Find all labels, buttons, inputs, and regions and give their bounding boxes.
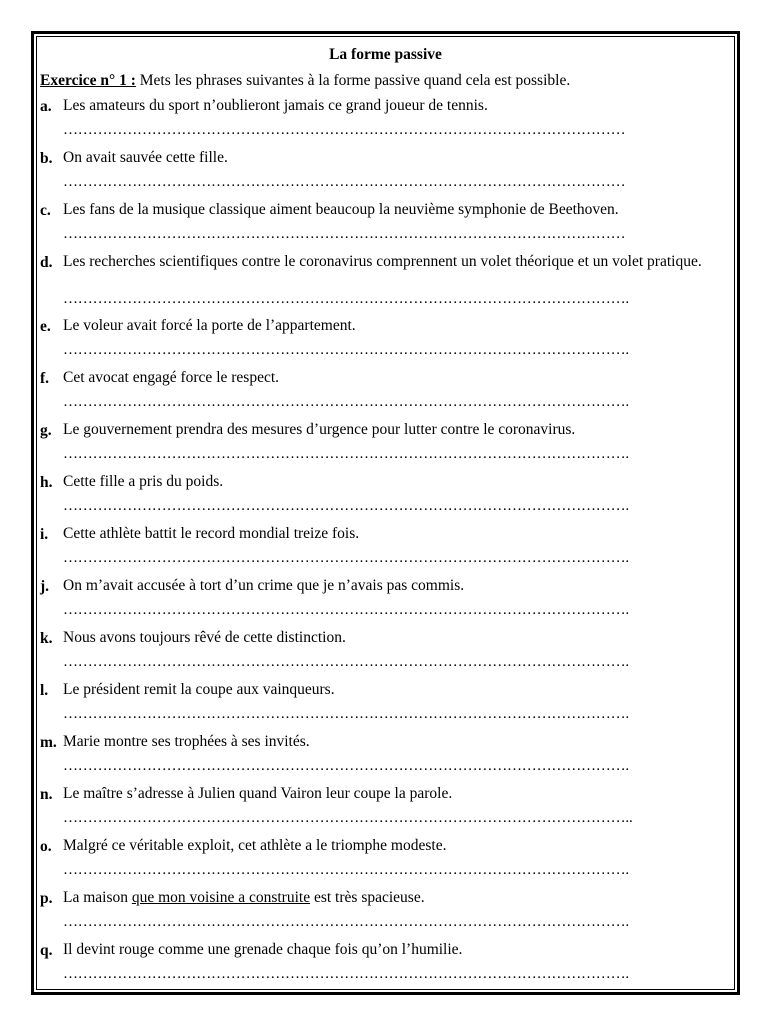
answer-line[interactable]: …………………………………………………………………………………………………….. (63, 810, 633, 826)
item-c (37, 198, 734, 250)
item-m (37, 730, 734, 782)
item-a (37, 94, 734, 146)
sentence-part: La maison (63, 889, 132, 906)
page-border (31, 31, 740, 995)
item-letter: o. (40, 838, 52, 855)
underlined-clause: que mon voisine a construite (131, 889, 311, 906)
item-sentence (63, 890, 728, 905)
item-sentence: Les fans de la musique classique aiment beaucoup la neuvième symphonie de Beethoven. (63, 201, 619, 218)
item-letter: a. (40, 98, 52, 115)
item-h (37, 470, 734, 522)
item-d (37, 250, 734, 314)
item-sentence: Cette athlète battit le record mondial treize fois. (63, 525, 360, 542)
item-letter: l. (40, 682, 49, 699)
answer-line[interactable]: ……………………………………………………………………………………………………. (63, 966, 629, 982)
item-g (37, 418, 734, 470)
answer-line[interactable]: ……………………………………………………………………………………………………. (63, 446, 629, 462)
item-sentence: Le président remit la coupe aux vainqueurs. (63, 681, 335, 698)
answer-line[interactable]: ……………………………………………………………………………………………………. (63, 758, 629, 774)
answer-line[interactable]: ……………………………………………………………………………………………………. (63, 291, 629, 307)
answer-line[interactable]: ……………………………………………………………………………………………………. (63, 342, 629, 358)
answer-line[interactable]: ……………………………………………………………………………………………………. (63, 862, 629, 878)
answer-line[interactable]: ……………………………………………………………………………………………………. (63, 654, 629, 670)
item-sentence: On avait sauvée cette fille. (63, 149, 228, 166)
item-letter: b. (40, 150, 53, 167)
item-sentence: Le gouvernement prendra des mesures d’urgence pour lutter contre le coronavirus. (63, 421, 576, 438)
item-letter: i. (40, 526, 49, 543)
item-p (37, 886, 734, 938)
item-sentence: Il devint rouge comme une grenade chaque fois qu’on l’humilie. (63, 941, 463, 958)
item-sentence: Les recherches scientifiques contre le coronavirus comprennent un volet théorique et un volet pratique. (63, 253, 702, 270)
answer-line[interactable]: ……………………………………………………………………………………………………. (63, 498, 629, 514)
item-l (37, 678, 734, 730)
item-letter: n. (40, 786, 53, 803)
page-title: La forme passive (329, 46, 442, 63)
item-letter: k. (40, 630, 53, 647)
answer-line[interactable]: …………………………………………………………………………………………………… (63, 122, 626, 138)
item-letter: c. (40, 202, 51, 219)
item-f (37, 366, 734, 418)
item-sentence: Nous avons toujours rêvé de cette distinction. (63, 629, 346, 646)
item-q (37, 938, 734, 990)
answer-line[interactable]: ……………………………………………………………………………………………………. (63, 602, 629, 618)
exercise-instruction (40, 72, 570, 90)
item-o (37, 834, 734, 886)
item-letter: q. (40, 942, 53, 959)
item-sentence: Le maître s’adresse à Julien quand Vairon leur coupe la parole. (63, 785, 453, 802)
worksheet (36, 36, 735, 990)
item-letter: g. (40, 422, 52, 439)
item-letter: f. (40, 370, 50, 387)
sentence-part: est très spacieuse. (310, 889, 425, 906)
instruction-text: Mets les phrases suivantes à la forme passive quand cela est possible. (135, 72, 571, 89)
item-j (37, 574, 734, 626)
item-letter: e. (40, 318, 51, 335)
answer-line[interactable]: ……………………………………………………………………………………………………. (63, 550, 629, 566)
item-letter: p. (40, 890, 53, 907)
answer-line[interactable]: ……………………………………………………………………………………………………. (63, 914, 629, 930)
item-sentence: Marie montre ses trophées à ses invités. (63, 733, 310, 750)
exercise-label: Exercice n° 1 : (40, 72, 136, 89)
item-e (37, 314, 734, 366)
item-sentence: Malgré ce véritable exploit, cet athlète a le triomphe modeste. (63, 837, 447, 854)
answer-line[interactable]: ……………………………………………………………………………………………………. (63, 394, 629, 410)
answer-line[interactable]: …………………………………………………………………………………………………… (63, 226, 626, 242)
answer-line[interactable]: ……………………………………………………………………………………………………. (63, 706, 629, 722)
item-letter: m. (40, 734, 57, 751)
item-k (37, 626, 734, 678)
answer-line[interactable]: …………………………………………………………………………………………………… (63, 174, 626, 190)
item-sentence: Les amateurs du sport n’oublieront jamais ce grand joueur de tennis. (63, 97, 488, 114)
exercise-items (37, 94, 734, 990)
item-sentence: Le voleur avait forcé la porte de l’appartement. (63, 317, 356, 334)
item-letter: d. (40, 254, 53, 271)
item-sentence: Cet avocat engagé force le respect. (63, 369, 280, 386)
item-i (37, 522, 734, 574)
item-letter: j. (40, 578, 50, 595)
item-sentence: Cette fille a pris du poids. (63, 473, 224, 490)
item-n (37, 782, 734, 834)
item-sentence: On m’avait accusée à tort d’un crime que je n’avais pas commis. (63, 577, 465, 594)
item-letter: h. (40, 474, 53, 491)
item-b (37, 146, 734, 198)
